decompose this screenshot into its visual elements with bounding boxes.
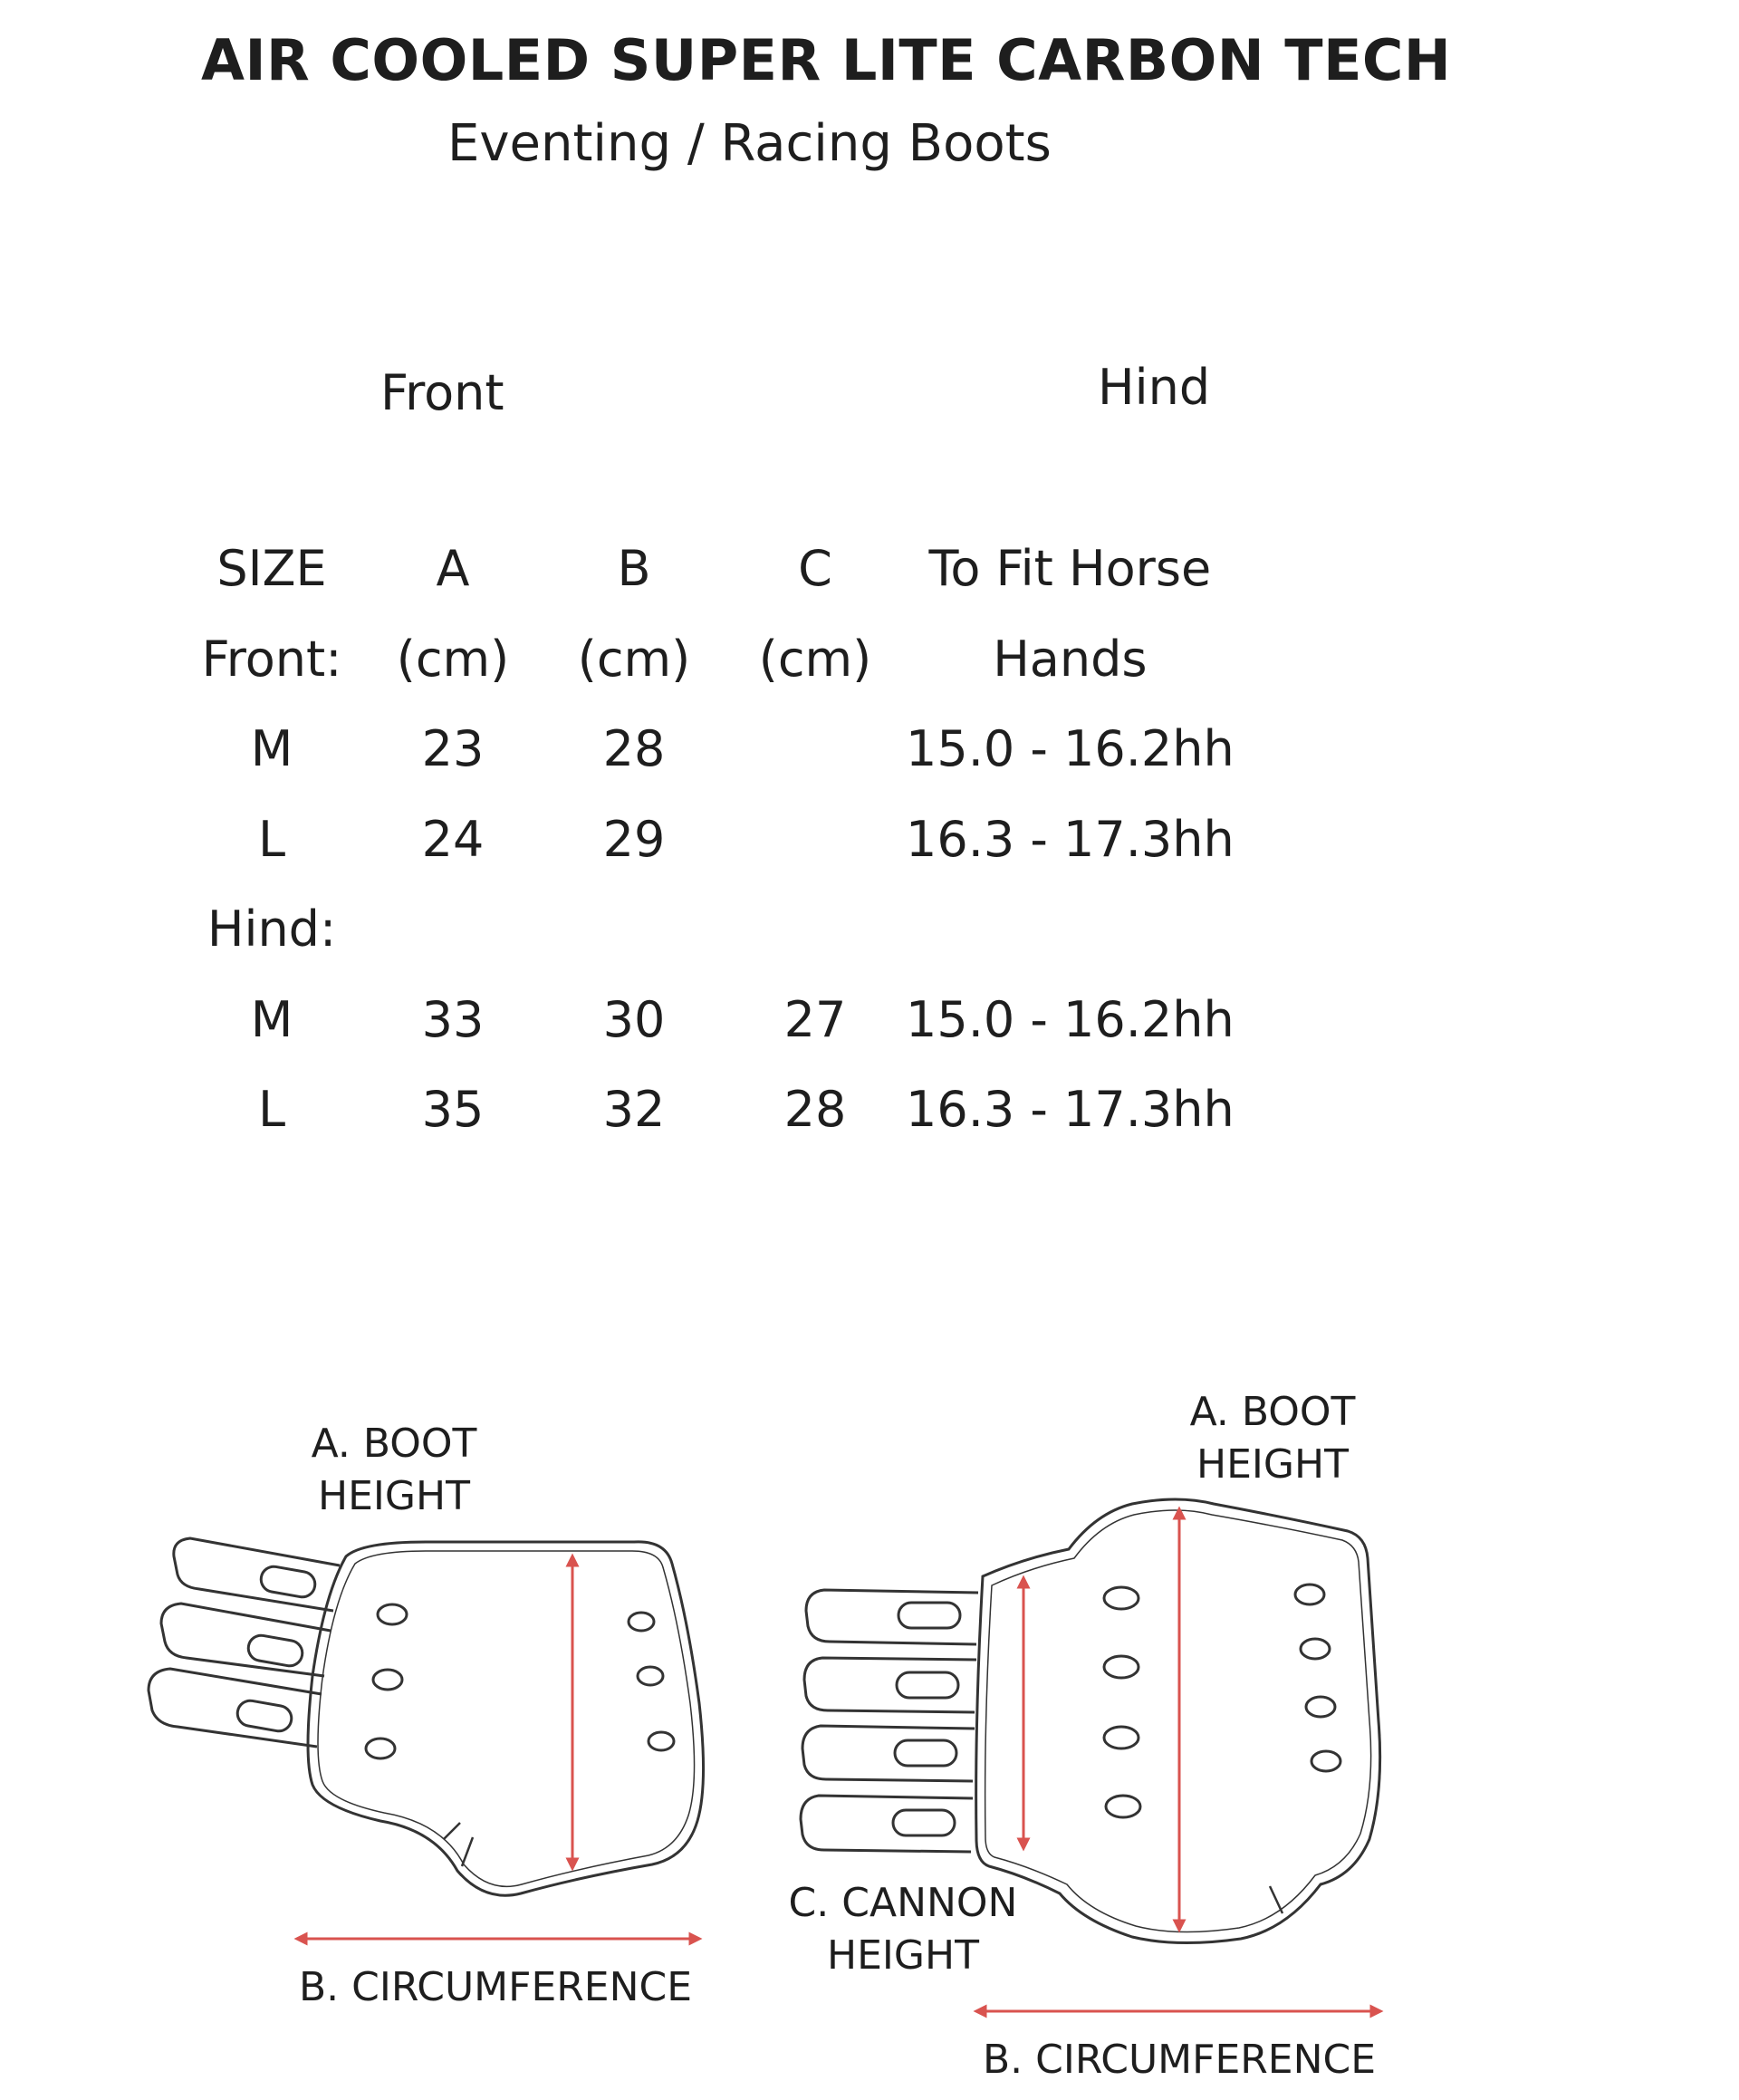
row-a: 23 <box>421 720 485 778</box>
row-a: 33 <box>421 990 485 1048</box>
row-size: L <box>257 1081 286 1139</box>
header-size: SIZE <box>216 540 327 598</box>
front-header: Front <box>380 364 504 421</box>
unit-fit: Hands <box>993 630 1148 688</box>
page-title: AIR COOLED SUPER LITE CARBON TECH <box>201 27 1452 93</box>
row-size: M <box>250 990 293 1048</box>
header-c: C <box>798 540 832 598</box>
header-fit: To Fit Horse <box>928 540 1212 598</box>
row-fit: 15.0 - 16.2hh <box>906 720 1235 778</box>
header-a: A <box>436 540 470 598</box>
row-b: 28 <box>602 720 666 778</box>
front-boot-height-label: A. BOOT HEIGHT <box>311 1421 477 1519</box>
hind-cannon-height-label: C. CANNON HEIGHT <box>788 1880 1018 1979</box>
hind-boot-vents <box>1104 1585 1340 1817</box>
front-boot-illustration <box>149 1538 704 1895</box>
row-fit: 16.3 - 17.3hh <box>906 1081 1235 1139</box>
unit-a: (cm) <box>396 630 510 688</box>
front-circumference-label: B. CIRCUMFERENCE <box>299 1964 693 2010</box>
row-b: 30 <box>602 990 666 1048</box>
row-c: 27 <box>783 990 847 1048</box>
front-boot-straps <box>149 1538 340 1747</box>
section-hind-label: Hind: <box>207 901 337 958</box>
front-boot-body <box>308 1542 704 1895</box>
row-fit: 16.3 - 17.3hh <box>906 810 1235 868</box>
row-fit: 15.0 - 16.2hh <box>906 990 1235 1048</box>
row-b: 32 <box>602 1081 666 1139</box>
unit-b: (cm) <box>577 630 691 688</box>
hind-header: Hind <box>1098 359 1211 416</box>
row-b: 29 <box>602 810 666 868</box>
hind-boot-height-label: A. BOOT HEIGHT <box>1189 1389 1356 1488</box>
row-size: L <box>257 810 286 868</box>
unit-c: (cm) <box>758 630 872 688</box>
row-a: 24 <box>421 810 485 868</box>
front-boot-vents <box>366 1604 674 1758</box>
section-front-label: Front: <box>201 630 342 688</box>
header-b: B <box>617 540 651 598</box>
hind-boot-straps <box>801 1590 978 1852</box>
row-a: 35 <box>421 1081 485 1139</box>
row-size: M <box>250 720 293 778</box>
hind-circumference-label: B. CIRCUMFERENCE <box>983 2037 1377 2083</box>
row-c: 28 <box>783 1081 847 1139</box>
page-subtitle: Eventing / Racing Boots <box>447 114 1052 173</box>
